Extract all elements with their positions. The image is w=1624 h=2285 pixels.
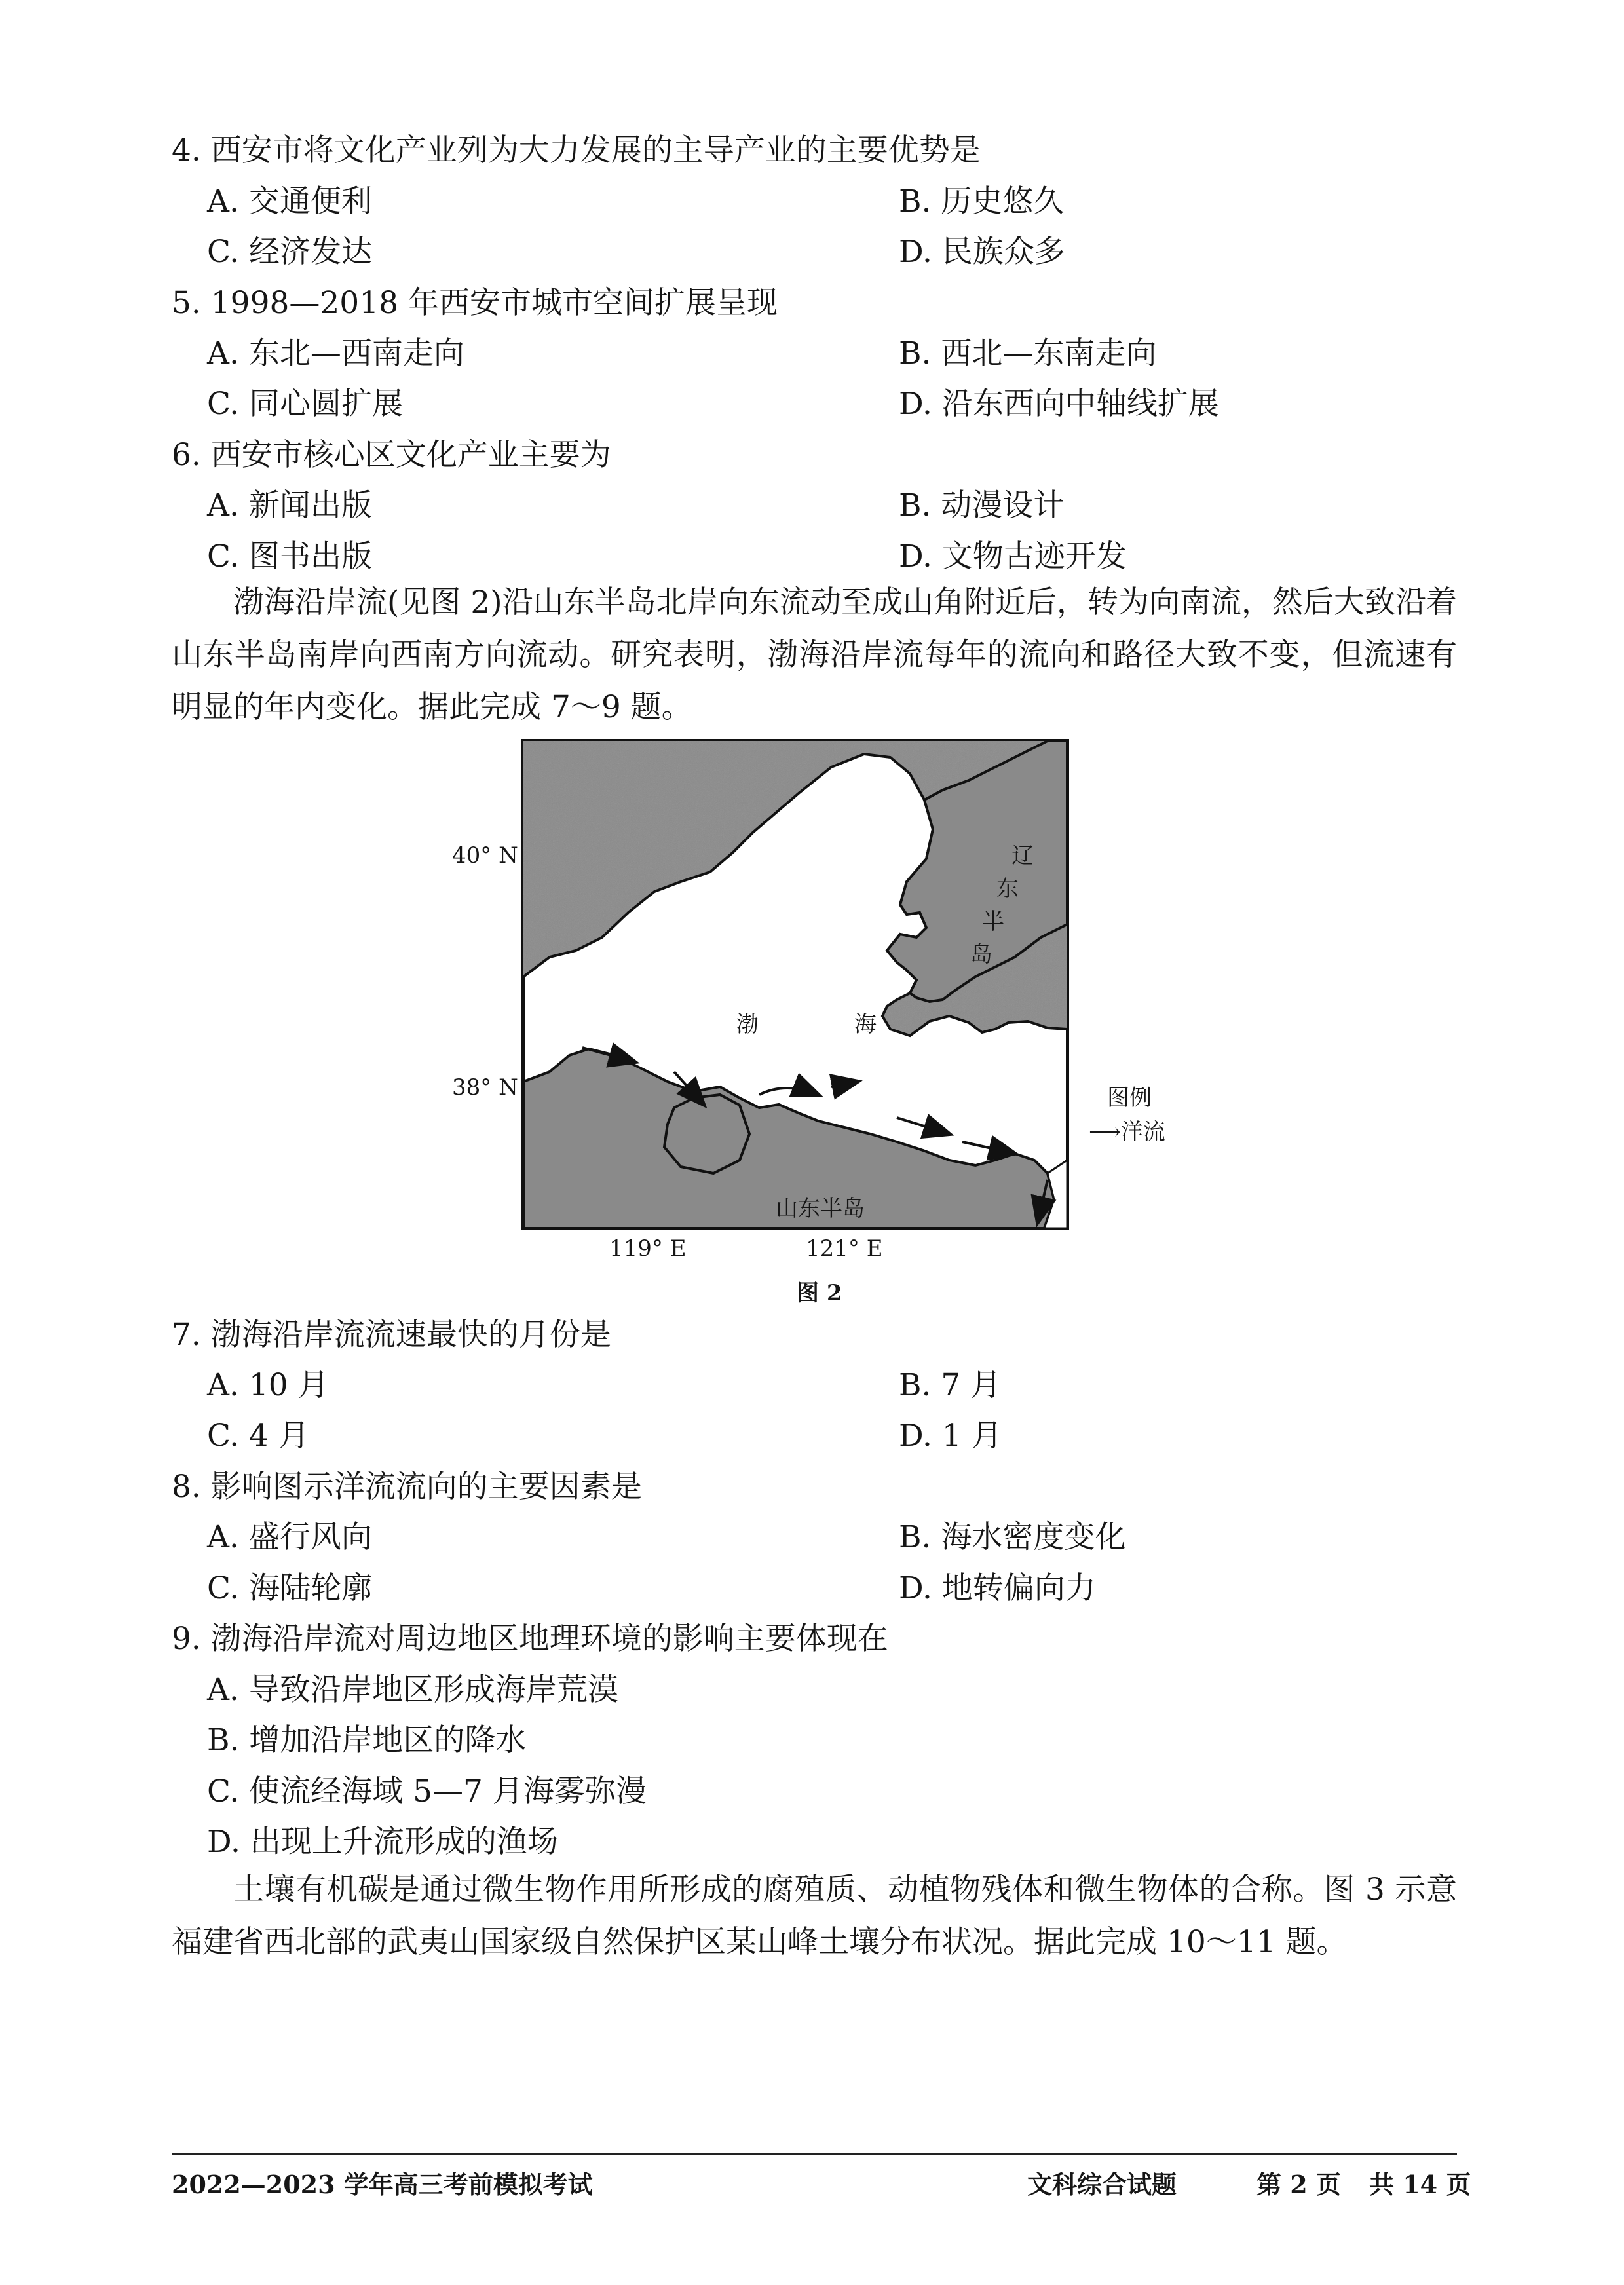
question-5-option-d: D. 沿东西向中轴线扩展 bbox=[899, 386, 1219, 422]
footer-total-pages: 共 14 页 bbox=[1369, 2170, 1471, 2199]
question-6-option-d: D. 文物古迹开发 bbox=[899, 538, 1127, 575]
lon-label-119: 119° E bbox=[609, 1236, 687, 1262]
shandong-bulge bbox=[664, 1095, 749, 1173]
footer-exam-name: 2022—2023 学年高三考前模拟考试 bbox=[172, 2170, 593, 2199]
lat-label-40: 40° N bbox=[452, 842, 518, 869]
question-9-stem: 9. 渤海沿岸流对周边地区地理环境的影响主要体现在 bbox=[172, 1621, 888, 1657]
question-7-option-a: A. 10 月 bbox=[207, 1367, 329, 1403]
lat-label-38: 38° N bbox=[452, 1074, 518, 1101]
legend-item-label: 洋流 bbox=[1120, 1119, 1165, 1145]
question-5-option-b: B. 西北—东南走向 bbox=[899, 335, 1157, 371]
question-6-stem: 6. 西安市核心区文化产业主要为 bbox=[172, 437, 611, 473]
shandong-label: 山东半岛 bbox=[776, 1196, 865, 1222]
question-8-option-b: B. 海水密度变化 bbox=[899, 1519, 1126, 1555]
question-9-option-a: A. 导致沿岸地区形成海岸荒漠 bbox=[207, 1672, 618, 1708]
question-7-option-b: B. 7 月 bbox=[899, 1367, 1002, 1403]
question-8-option-a: A. 盛行风向 bbox=[207, 1519, 372, 1555]
bohai-map-drawing bbox=[523, 741, 1067, 1228]
question-5-option-a: A. 东北—西南走向 bbox=[207, 335, 464, 371]
question-7-option-c: C. 4 月 bbox=[207, 1418, 310, 1454]
bohai-map bbox=[521, 739, 1069, 1230]
passage-soil-carbon: 土壤有机碳是通过微生物作用所形成的腐殖质、动植物残体和微生物体的合称。图 3 示意福建省西北部的武夷山国家级自然保护区某山峰土壤分布状况。据此完成 10～11 题。 bbox=[172, 1872, 1457, 1960]
question-9-option-d: D. 出现上升流形成的渔场 bbox=[207, 1824, 558, 1860]
question-6-option-c: C. 图书出版 bbox=[207, 538, 373, 575]
question-9-option-b: B. 增加沿岸地区的降水 bbox=[207, 1722, 527, 1758]
footer-page-number: 第 2 页 bbox=[1256, 2170, 1341, 2199]
question-4-option-b: B. 历史悠久 bbox=[899, 183, 1065, 219]
lon-label-121: 121° E bbox=[806, 1236, 883, 1262]
question-8-option-d: D. 地转偏向力 bbox=[899, 1570, 1096, 1606]
liaodong-label-4: 岛 bbox=[970, 941, 992, 968]
sea-label-2: 海 bbox=[854, 1011, 877, 1038]
figure-caption: 图 2 bbox=[797, 1280, 842, 1306]
question-4-stem: 4. 西安市将文化产业列为大力发展的主导产业的主要优势是 bbox=[172, 132, 981, 168]
question-9-option-c: C. 使流经海域 5—7 月海雾弥漫 bbox=[207, 1773, 647, 1809]
legend-arrow-icon: ⟶ bbox=[1089, 1119, 1121, 1145]
footer-divider bbox=[172, 2153, 1457, 2155]
liaodong-label-2: 东 bbox=[996, 876, 1019, 902]
question-4-option-a: A. 交通便利 bbox=[207, 183, 372, 219]
liaodong-label-1: 辽 bbox=[1011, 843, 1034, 869]
question-8-option-c: C. 海陆轮廓 bbox=[207, 1570, 373, 1606]
question-6-option-a: A. 新闻出版 bbox=[207, 487, 372, 523]
liaodong-label-3: 半 bbox=[982, 909, 1004, 935]
footer-subject: 文科综合试题 bbox=[1027, 2170, 1177, 2199]
sea-label-1: 渤 bbox=[736, 1011, 759, 1038]
question-4-option-c: C. 经济发达 bbox=[207, 234, 373, 270]
question-7-stem: 7. 渤海沿岸流流速最快的月份是 bbox=[172, 1317, 611, 1353]
question-4-option-d: D. 民族众多 bbox=[899, 234, 1065, 270]
question-8-stem: 8. 影响图示洋流流向的主要因素是 bbox=[172, 1469, 642, 1505]
legend-title: 图例 bbox=[1107, 1085, 1152, 1111]
question-5-stem: 5. 1998—2018 年西安市城市空间扩展呈现 bbox=[172, 285, 778, 321]
legend-item bbox=[1089, 1114, 1165, 1146]
question-6-option-b: B. 动漫设计 bbox=[899, 487, 1065, 523]
passage-bohai-current: 渤海沿岸流(见图 2)沿山东半岛北岸向东流动至成山角附近后，转为向南流，然后大致沿着山东半岛南岸向西南方向流动。研究表明，渤海沿岸流每年的流向和路径大致不变，但流速有明显的年内变化。据此完成 7～9 题。 bbox=[172, 584, 1457, 725]
question-5-option-c: C. 同心圆扩展 bbox=[207, 386, 404, 422]
question-7-option-d: D. 1 月 bbox=[899, 1418, 1002, 1454]
